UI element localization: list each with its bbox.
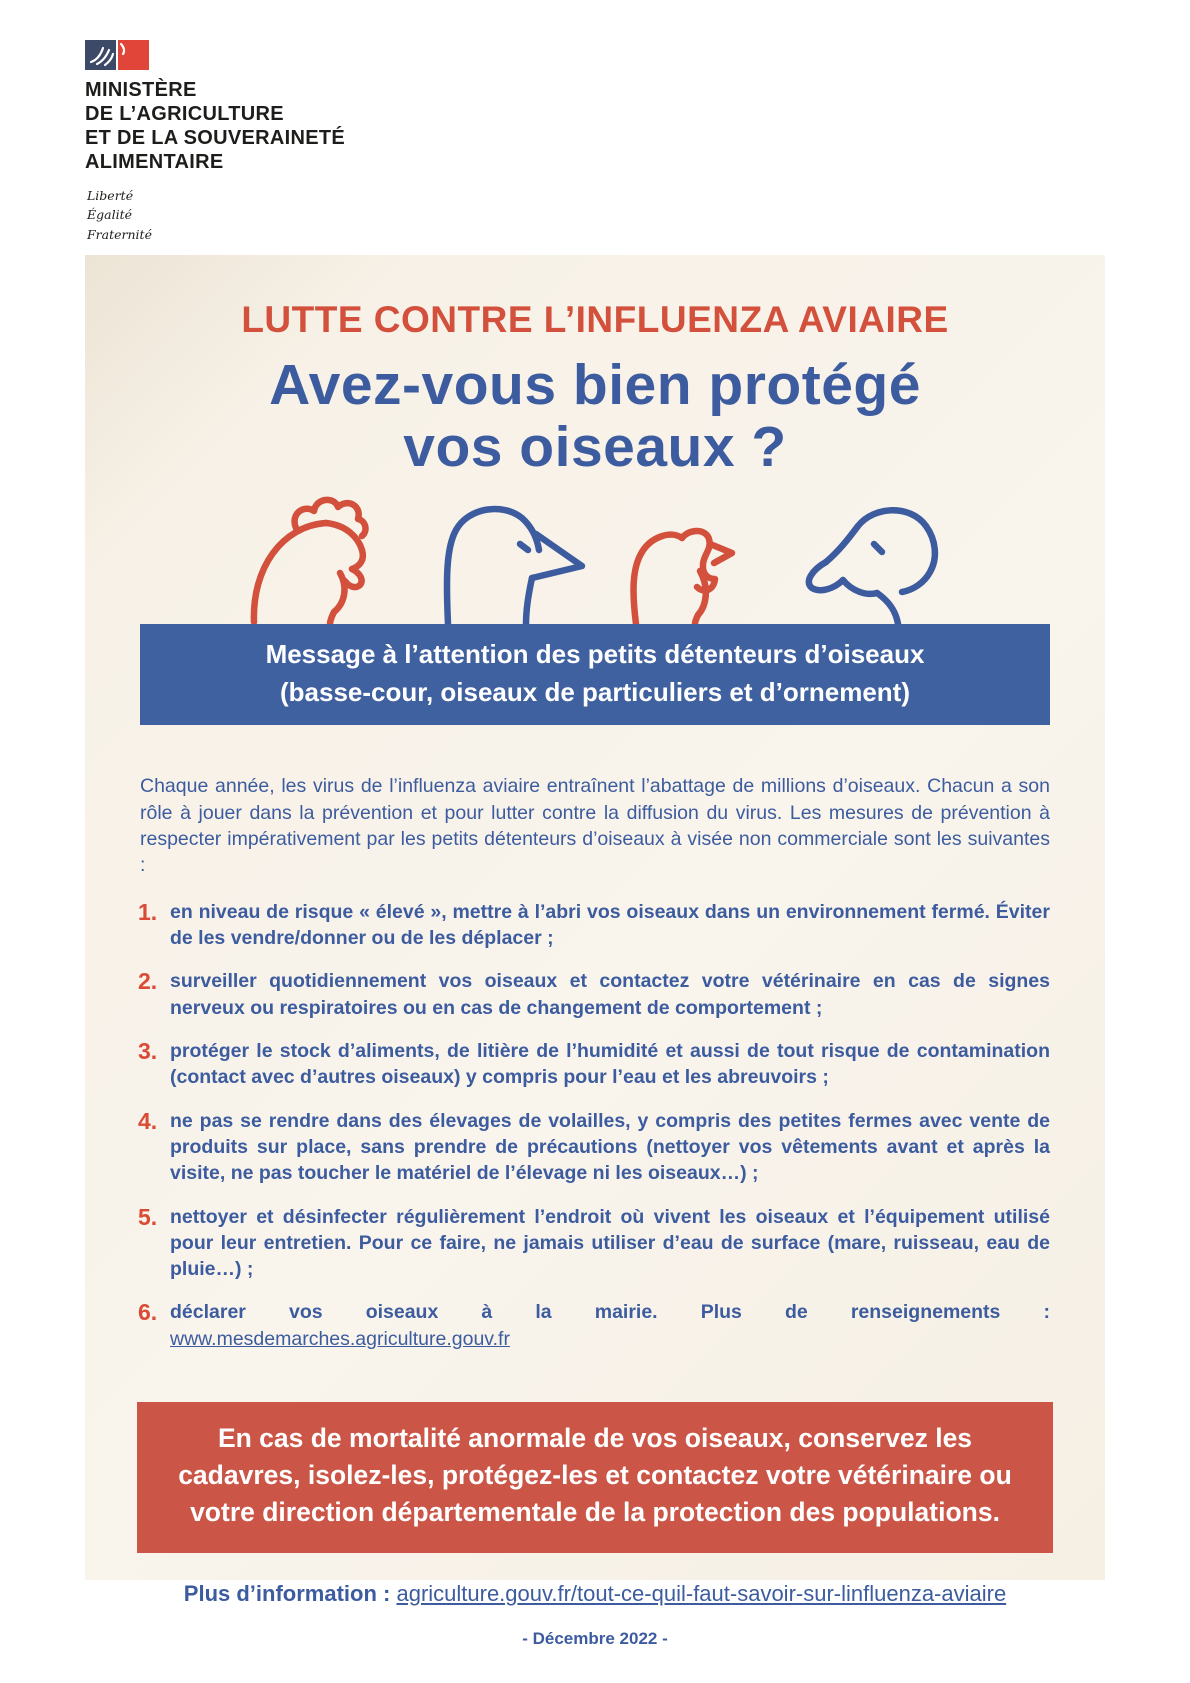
advice-text-4: ne pas se rendre dans des élevages de volailles, y compris des petites fermes avec vente de produits sur place, sans prendre de précautions (nettoyer vos vêtements avant et après la visite, ne pas toucher le matériel de l’élevage ni les oiseaux…) ;	[170, 1109, 1050, 1185]
advice-item-5	[140, 1204, 1050, 1283]
kicker-title: LUTTE CONTRE L’INFLUENZA AVIAIRE	[241, 299, 949, 340]
duck-icon	[786, 496, 946, 624]
bird-illustrations	[85, 494, 1105, 624]
ministry-line-2: DE L’AGRICULTURE	[85, 103, 284, 125]
advice-text-5: nettoyer et désinfecter régulièrement l’endroit où vivent les oiseaux et l’équipement utilisé pour leur entretien. Pour ce faire, ne jamais utiliser d’eau de surface (mare, ruisseau, eau de pluie…) ;	[170, 1205, 1050, 1281]
poster-card	[85, 255, 1105, 1649]
republic-motto	[85, 186, 415, 244]
audience-banner	[140, 624, 1050, 725]
advice-text-1: en niveau de risque « élevé », mettre à l’abri vos oiseaux dans un environnement fermé. Éviter de les vendre/donner ou de les déplacer ;	[170, 900, 1050, 950]
advice-list	[140, 899, 1050, 1352]
french-flag-marianne-icon	[85, 40, 149, 70]
advice-number-6: 6.	[138, 1299, 158, 1326]
alert-banner: En cas de mortalité anormale de vos oiseaux, conservez les cadavres, isolez-les, protégez-les et contactez votre vétérinaire ou votre direction départementale de la protection des populations.	[137, 1402, 1053, 1553]
advice-item-6	[140, 1299, 1050, 1352]
more-info-line	[85, 1581, 1105, 1607]
hen-icon	[244, 496, 394, 624]
advice-text-2: surveiller quotidiennement vos oiseaux et contactez votre vétérinaire en cas de signes nerveux ou respiratoires ou en cas de changement de comportement ;	[170, 970, 1050, 1019]
advice-number-3: 3.	[138, 1037, 158, 1064]
motto-egalite: Égalité	[87, 207, 132, 223]
turkey-icon	[622, 496, 752, 624]
intro-paragraph: Chaque année, les virus de l’influenza aviaire entraînent l’abattage de millions d’oiseaux. Chacun a son rôle à jouer dans la prévention et pour lutter contre la diffusion du virus. Les mesures de prévention à respecter impérativement par les petits détenteurs d’oiseaux à visée non commerciale sont les suivantes :	[140, 775, 1050, 877]
motto-liberte: Liberté	[87, 188, 134, 203]
advice-number-1: 1.	[138, 898, 158, 925]
ministry-name	[85, 78, 415, 174]
page-title-line-1: Avez-vous bien protégé	[269, 353, 921, 417]
ministry-line-3: ET DE LA SOUVERAINETÉ	[85, 127, 346, 149]
advice-text-3: protéger le stock d’aliments, de litière de l’humidité et aussi de tout risque de contamination (contact avec d’autres oiseaux) y compris pour l’eau et les abreuvoirs ;	[170, 1039, 1050, 1089]
audience-banner-line-2: (basse-cour, oiseaux de particuliers et d’ornement)	[280, 676, 910, 707]
advice-number-4: 4.	[138, 1107, 158, 1134]
ministry-line-1: MINISTÈRE	[85, 79, 197, 101]
goose-icon	[428, 496, 588, 624]
mesdemarches-link[interactable]: www.mesdemarches.agriculture.gouv.fr	[170, 1327, 510, 1350]
audience-banner-line-1: Message à l’attention des petits détenteurs d’oiseaux	[265, 639, 925, 670]
advice-number-2: 2.	[138, 968, 158, 995]
page-title	[85, 355, 1105, 478]
more-info-label: Plus d’information :	[183, 1581, 397, 1607]
government-logo	[85, 40, 415, 244]
advice-text-6: déclarer vos oiseaux à la mairie. Plus de renseignements :	[170, 1301, 1050, 1324]
publication-date: - Décembre 2022 -	[522, 1629, 668, 1649]
advice-item-4	[140, 1108, 1050, 1187]
advice-item-1	[140, 899, 1050, 952]
agriculture-gouv-link[interactable]: agriculture.gouv.fr/tout-ce-quil-faut-savoir-sur-linfluenza-aviaire	[396, 1581, 1007, 1607]
page-title-line-2: vos oiseaux ?	[403, 414, 787, 479]
advice-number-5: 5.	[138, 1203, 158, 1230]
motto-fraternite: Fraternité	[87, 226, 152, 242]
advice-item-3	[140, 1038, 1050, 1091]
ministry-line-4: ALIMENTAIRE	[85, 151, 224, 173]
advice-item-2	[140, 968, 1050, 1021]
